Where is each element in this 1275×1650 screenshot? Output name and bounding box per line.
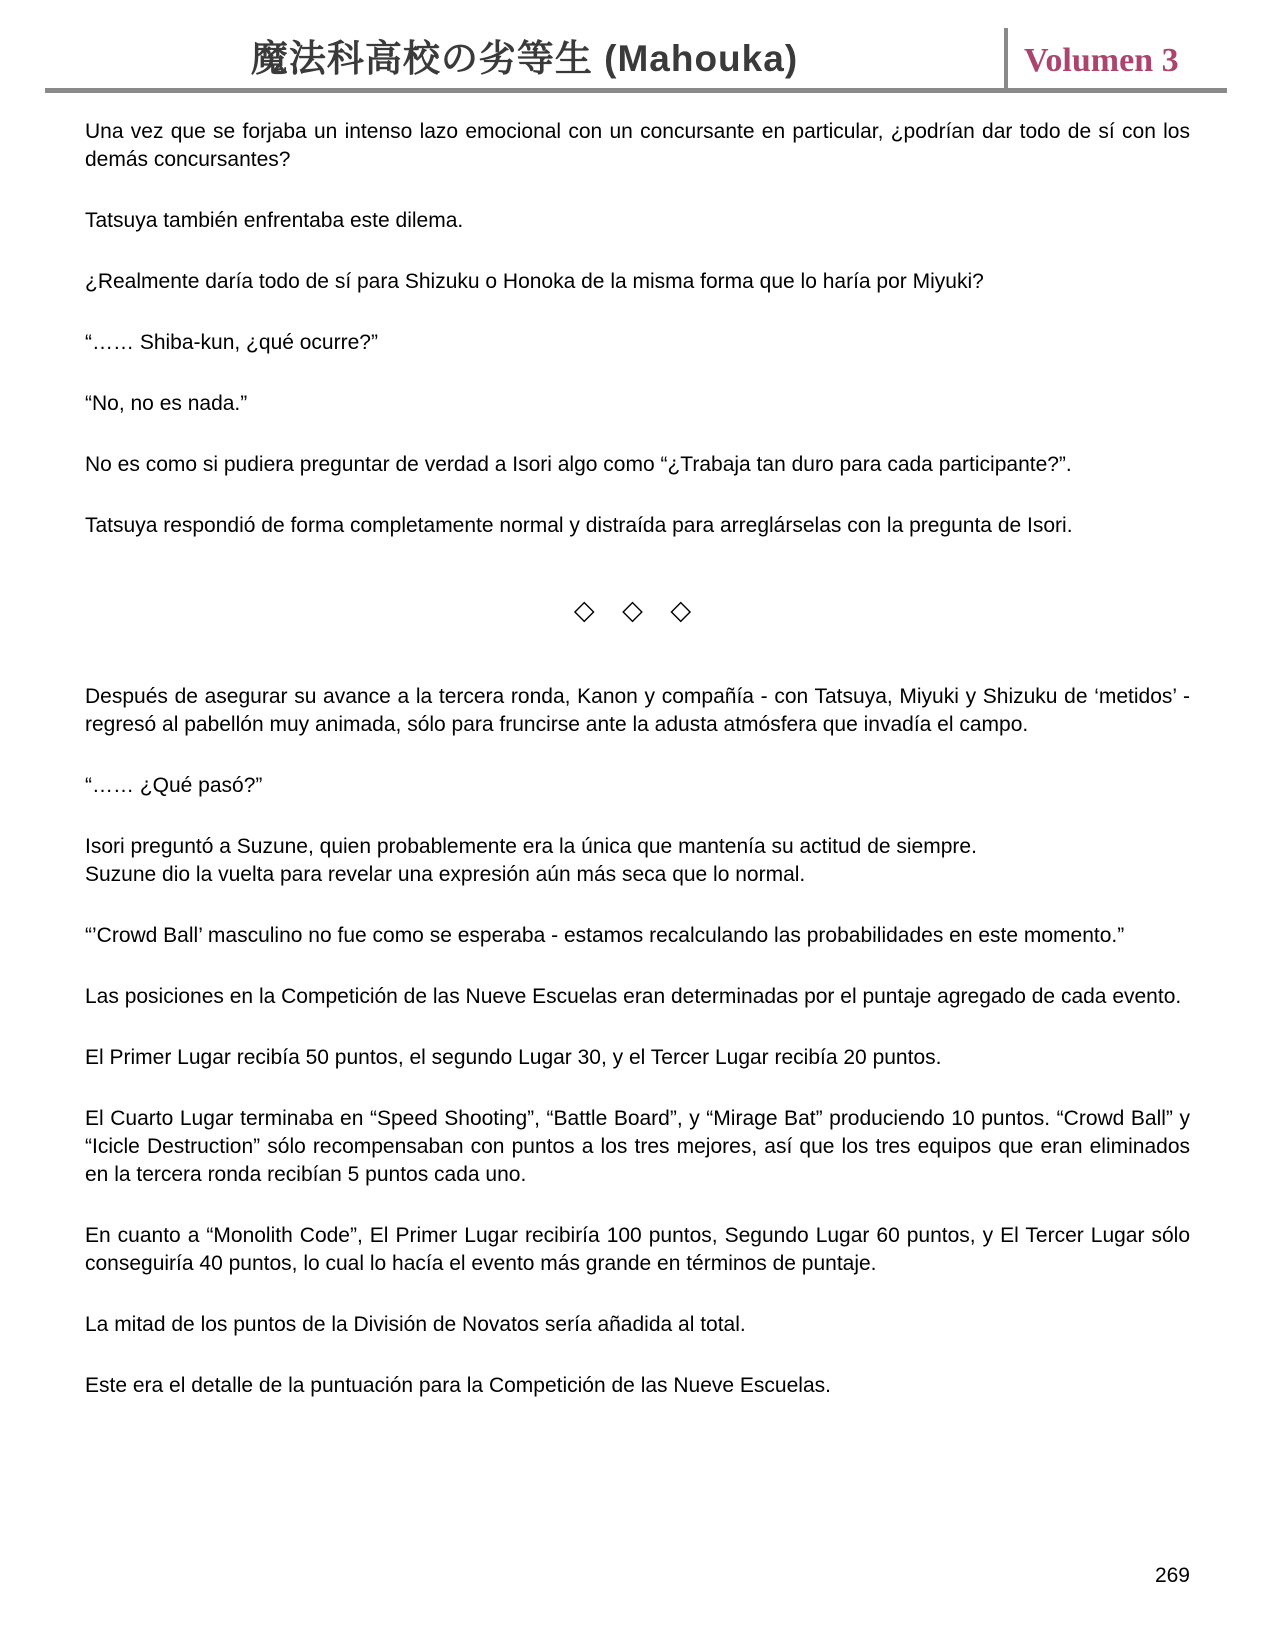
- body-paragraph: El Primer Lugar recibía 50 puntos, el segundo Lugar 30, y el Tercer Lugar recibía 20 puntos.: [85, 1046, 942, 1069]
- body-paragraph: La mitad de los puntos de la División de Novatos sería añadida al total.: [85, 1313, 746, 1336]
- body-paragraph: Isori preguntó a Suzune, quien probablemente era la única que mantenía su actitud de siempre. Suzune dio la vuelta para revelar una expresión aún más seca que lo normal.: [85, 835, 977, 886]
- volume-label: Volumen 3: [1024, 42, 1179, 79]
- page-number: 269: [1154, 1564, 1190, 1587]
- body-paragraph: “…… ¿Qué pasó?”: [85, 774, 263, 797]
- body-paragraph: No es como si pudiera preguntar de verdad a Isori algo como “¿Trabaja tan duro para cada participante?”.: [85, 453, 1072, 476]
- body-paragraph: Tatsuya respondió de forma completamente normal y distraída para arreglárselas con la pregunta de Isori.: [85, 514, 1073, 537]
- body-paragraph: Las posiciones en la Competición de las Nueve Escuelas eran determinadas por el puntaje agregado de cada evento.: [85, 985, 1182, 1008]
- body-paragraph: El Cuarto Lugar terminaba en “Speed Shooting”, “Battle Board”, y “Mirage Bat” produciendo 10 puntos. “Crowd Ball” y “Icicle Destruction” sólo recompensaban con puntos a los tres mejores, así que los tres equipos que eran eliminados en la tercera ronda recibían 5 puntos cada uno.: [85, 1107, 1190, 1186]
- body-paragraph: ¿Realmente daría todo de sí para Shizuku o Honoka de la misma forma que lo haría por Miyuki?: [85, 270, 984, 293]
- body-paragraph: “…… Shiba-kun, ¿qué ocurre?”: [85, 331, 378, 354]
- body-paragraph: Después de asegurar su avance a la tercera ronda, Kanon y compañía - con Tatsuya, Miyuki y Shizuku de ‘metidos’ - regresó al pabellón muy animada, sólo para fruncirse ante la adusta atmósfera que invadía el campo.: [85, 685, 1190, 736]
- section-separator: ◇ ◇ ◇: [573, 595, 702, 625]
- body-paragraph: “No, no es nada.”: [85, 392, 248, 415]
- book-title: 魔法科高校の劣等生 (Mahouka): [250, 38, 799, 79]
- body-paragraphs: [85, 118, 1190, 1400]
- body-paragraph: Tatsuya también enfrentaba este dilema.: [85, 209, 464, 232]
- page-header: [45, 0, 1227, 88]
- body-paragraph: En cuanto a “Monolith Code”, El Primer Lugar recibiría 100 puntos, Segundo Lugar 60 puntos, y El Tercer Lugar sólo conseguiría 40 puntos, lo cual lo hacía el evento más grande en términos de puntaje.: [85, 1224, 1190, 1275]
- body-paragraph: “’Crowd Ball’ masculino no fue como se esperaba - estamos recalculando las probabilidades en este momento.”: [85, 924, 1125, 947]
- body-paragraph: Este era el detalle de la puntuación para la Competición de las Nueve Escuelas.: [85, 1374, 831, 1397]
- page-body: [0, 93, 1275, 1400]
- body-paragraph: Una vez que se forjaba un intenso lazo emocional con un concursante en particular, ¿podrían dar todo de sí con los demás concursantes?: [85, 120, 1190, 171]
